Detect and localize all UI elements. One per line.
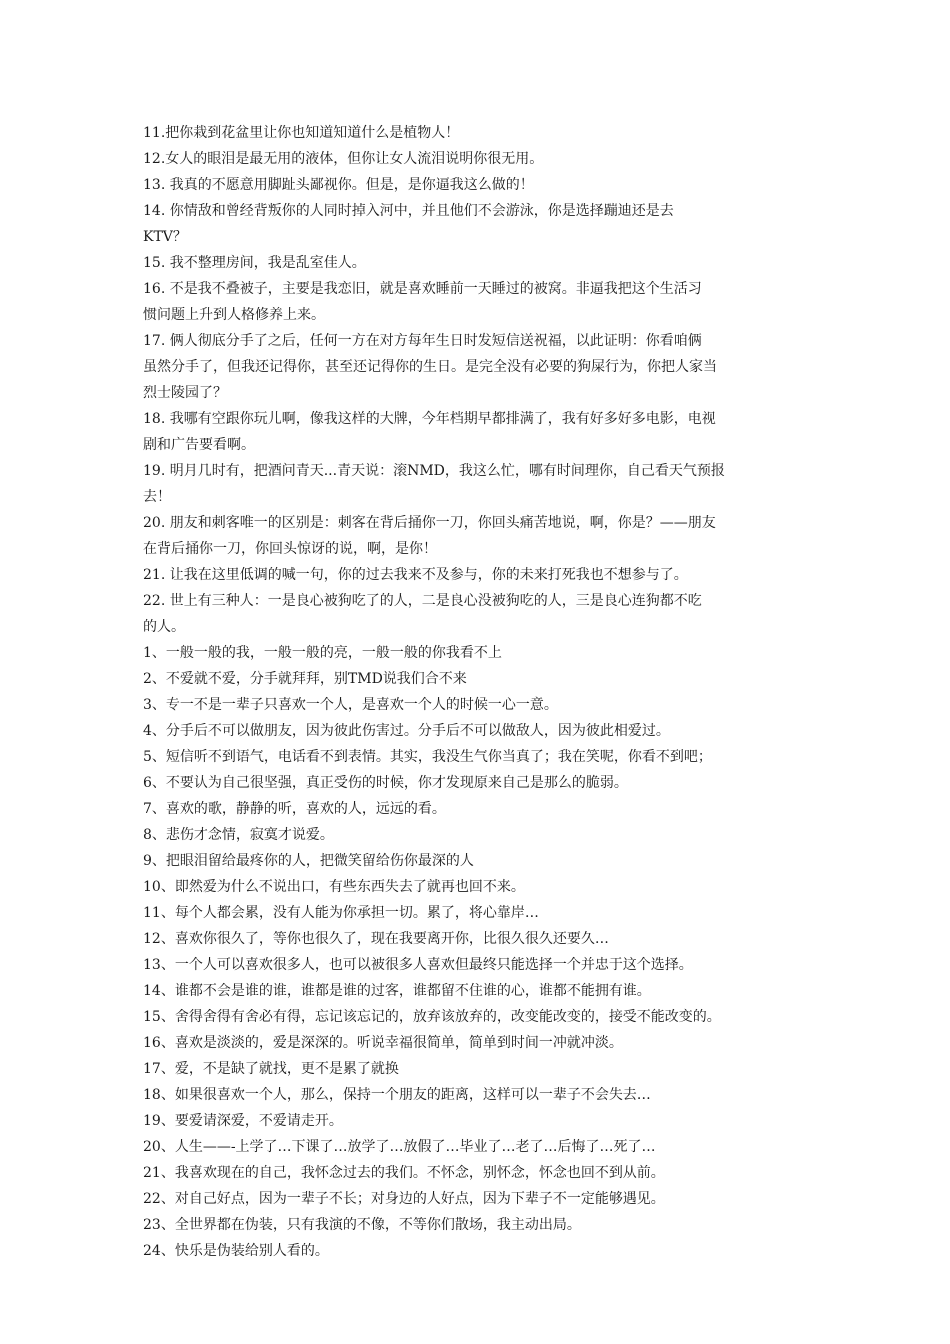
paragraph (143, 718, 810, 744)
text-line: 21. 让我在这里低调的喊一句，你的过去我来不及参与，你的未来打死我也不想参与了。 (143, 567, 688, 583)
paragraph (143, 1212, 810, 1238)
paragraph (143, 640, 810, 666)
paragraph (143, 796, 810, 822)
paragraph (143, 1186, 810, 1212)
text-line: 烈士陵园了？ (143, 385, 227, 401)
text-line: 11.把你栽到花盆里让你也知道知道什么是植物人！ (143, 125, 460, 141)
paragraph (143, 744, 810, 770)
text-line: 14、谁都不会是谁的谁，谁都是谁的过客，谁都留不住谁的心，谁都不能拥有谁。 (143, 983, 651, 999)
text-line: 18. 我哪有空跟你玩儿啊，像我这样的大牌，今年档期早都排满了，我有好多好多电影，电视 (143, 411, 716, 427)
paragraph (143, 1108, 810, 1134)
text-line: 12.女人的眼泪是最无用的液体，但你让女人流泪说明你很无用。 (143, 151, 544, 167)
text-line: 6、不要认为自己很坚强，真正受伤的时候，你才发现原来自己是那么的脆弱。 (143, 775, 628, 791)
paragraph (143, 926, 810, 952)
text-line: 11、每个人都会累，没有人能为你承担一切。累了，将心靠岸… (143, 905, 539, 921)
paragraph (143, 978, 810, 1004)
paragraph (143, 952, 810, 978)
paragraph (143, 822, 810, 848)
text-line: 20、人生——-上学了…下课了…放学了…放假了…毕业了…老了…后悔了…死了… (143, 1139, 656, 1155)
paragraph (143, 250, 810, 276)
text-line: 22. 世上有三种人：一是良心被狗吃了的人，二是良心没被狗吃的人，三是良心连狗都不吃 (143, 593, 702, 609)
text-line: 20. 朋友和刺客唯一的区别是：刺客在背后捅你一刀，你回头痛苦地说，啊，你是？——朋友 (143, 515, 716, 531)
paragraph (143, 900, 810, 926)
paragraph (143, 198, 810, 250)
text-line: 12、喜欢你很久了，等你也很久了，现在我要离开你，比很久很久还要久… (143, 931, 609, 947)
text-line: 9、把眼泪留给最疼你的人，把微笑留给伤你最深的人 (143, 853, 474, 869)
paragraph (143, 276, 810, 328)
text-line: 2、不爱就不爱，分手就拜拜，别TMD说我们合不来 (143, 671, 467, 687)
text-line: 14. 你情敌和曾经背叛你的人同时掉入河中，并且他们不会游泳，你是选择蹦迪还是去 (143, 203, 674, 219)
text-line: 24、快乐是伪装给别人看的。 (143, 1243, 329, 1259)
text-line: 的人。 (143, 619, 185, 635)
paragraph (143, 588, 810, 640)
text-line: 剧和广告要看啊。 (143, 437, 255, 453)
text-line: 16、喜欢是淡淡的，爱是深深的。听说幸福很简单，简单到时间一冲就冲淡。 (143, 1035, 623, 1051)
paragraph (143, 1004, 810, 1030)
paragraph (143, 120, 810, 146)
paragraph (143, 562, 810, 588)
paragraph (143, 1030, 810, 1056)
text-line: 23、全世界都在伪装，只有我演的不像，不等你们散场，我主动出局。 (143, 1217, 581, 1233)
text-line: 15. 我不整理房间，我是乱室佳人。 (143, 255, 366, 271)
text-line: 17. 俩人彻底分手了之后，任何一方在对方每年生日时发短信送祝福，以此证明：你看咱俩 (143, 333, 702, 349)
paragraph (143, 510, 810, 562)
text-line: 3、专一不是一辈子只喜欢一个人，是喜欢一个人的时候一心一意。 (143, 697, 558, 713)
text-line: 惯问题上升到人格修养上来。 (143, 307, 325, 323)
document-body (143, 120, 810, 1264)
text-line: 19、要爱请深爱，不爱请走开。 (143, 1113, 343, 1129)
text-line: 5、短信听不到语气，电话看不到表情。其实，我没生气你当真了；我在笑呢，你看不到吧； (143, 749, 712, 765)
text-line: 虽然分手了，但我还记得你，甚至还记得你的生日。是完全没有必要的狗屎行为，你把人家当 (143, 359, 717, 375)
paragraph (143, 172, 810, 198)
text-line: 10、即然爱为什么不说出口，有些东西失去了就再也回不来。 (143, 879, 525, 895)
paragraph (143, 406, 810, 458)
text-line: 16. 不是我不叠被子，主要是我恋旧，就是喜欢睡前一天睡过的被窝。非逼我把这个生活习 (143, 281, 702, 297)
paragraph (143, 1134, 810, 1160)
text-line: 8、悲伤才念情，寂寞才说爱。 (143, 827, 334, 843)
paragraph (143, 692, 810, 718)
text-line: 22、对自己好点，因为一辈子不长；对身边的人好点，因为下辈子不一定能够遇见。 (143, 1191, 665, 1207)
paragraph (143, 1238, 810, 1264)
paragraph (143, 1056, 810, 1082)
paragraph (143, 458, 810, 510)
text-line: 18、如果很喜欢一个人，那么，保持一个朋友的距离，这样可以一辈子不会失去… (143, 1087, 651, 1103)
paragraph (143, 848, 810, 874)
text-line: 13、一个人可以喜欢很多人，也可以被很多人喜欢但最终只能选择一个并忠于这个选择。 (143, 957, 693, 973)
text-line: 13. 我真的不愿意用脚趾头鄙视你。但是，是你逼我这么做的！ (143, 177, 534, 193)
text-line: 21、我喜欢现在的自己，我怀念过去的我们。不怀念，别怀念，怀念也回不到从前。 (143, 1165, 665, 1181)
paragraph (143, 328, 810, 406)
text-line: 19. 明月几时有，把酒问青天...青天说：滚NMD，我这么忙，哪有时间理你，自己看天气预报 (143, 463, 725, 479)
text-line: 1、一般一般的我，一般一般的亮，一般一般的你我看不上 (143, 645, 502, 661)
paragraph (143, 146, 810, 172)
paragraph (143, 1160, 810, 1186)
paragraph (143, 770, 810, 796)
text-line: 在背后捅你一刀，你回头惊讶的说，啊，是你！ (143, 541, 437, 557)
text-line: 15、舍得舍得有舍必有得，忘记该忘记的，放弃该放弃的，改变能改变的，接受不能改变的。 (143, 1009, 721, 1025)
text-line: KTV？ (143, 229, 187, 245)
text-line: 去！ (143, 489, 171, 505)
paragraph (143, 666, 810, 692)
paragraph (143, 1082, 810, 1108)
text-line: 4、分手后不可以做朋友，因为彼此伤害过。分手后不可以做敌人，因为彼此相爱过。 (143, 723, 670, 739)
text-line: 7、喜欢的歌，静静的听，喜欢的人，远远的看。 (143, 801, 446, 817)
paragraph (143, 874, 810, 900)
text-line: 17、爱，不是缺了就找，更不是累了就换 (143, 1061, 399, 1077)
